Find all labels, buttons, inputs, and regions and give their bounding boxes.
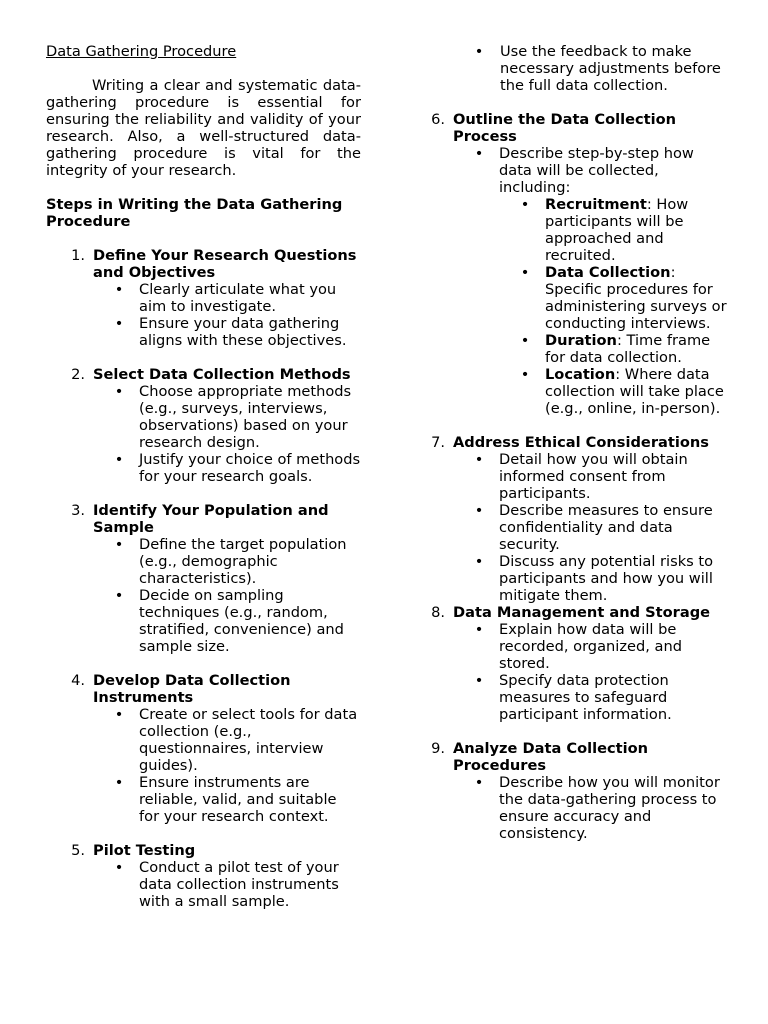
document-title: Data Gathering Procedure bbox=[46, 43, 237, 60]
step-8 bbox=[430, 604, 730, 723]
bullet-icon: • bbox=[474, 774, 484, 791]
bullet-icon: • bbox=[474, 43, 484, 60]
sub-bullet-item bbox=[499, 196, 730, 264]
steps-heading: Steps in Writing the Data Gathering Procedure bbox=[46, 196, 343, 230]
term-label: Location bbox=[545, 366, 616, 383]
sub-bullets bbox=[499, 196, 730, 417]
bullet-item bbox=[93, 859, 361, 910]
step-bullets bbox=[93, 281, 361, 349]
bullet-icon: • bbox=[474, 145, 484, 162]
step-number: 5. bbox=[71, 842, 85, 859]
bullet-item bbox=[93, 281, 361, 315]
bullet-text: Conduct a pilot test of your data collection instruments with a small sample. bbox=[139, 859, 339, 910]
term-label: Duration bbox=[545, 332, 617, 349]
bullet-item bbox=[453, 774, 730, 842]
bullet-text: Ensure instruments are reliable, valid, and suitable for your research context. bbox=[139, 774, 337, 825]
step-1 bbox=[46, 247, 361, 349]
step-bullets bbox=[93, 706, 361, 825]
term-text: : Specific procedures for administering surveys or conducting interviews. bbox=[545, 264, 727, 332]
bullet-item bbox=[453, 553, 730, 604]
bullet-text: Create or select tools for data collection (e.g., questionnaires, interview guides). bbox=[139, 706, 358, 774]
term-label: Data Collection bbox=[545, 264, 671, 281]
step-number: 9. bbox=[431, 740, 445, 757]
bullet-text: Choose appropriate methods (e.g., surveys, interviews, observations) based on your research design. bbox=[139, 383, 352, 451]
bullet-text: Explain how data will be recorded, organized, and stored. bbox=[499, 621, 682, 672]
step-bullets bbox=[93, 859, 361, 910]
step-title: Address Ethical Considerations bbox=[453, 434, 709, 451]
bullet-text: Ensure your data gathering aligns with these objectives. bbox=[139, 315, 347, 349]
intro-paragraph: Writing a clear and systematic data-gathering procedure is essential for ensuring the reliability and validity of your research. Also, a well-structured data-gathering procedure is vital for the integrity of your research. bbox=[46, 77, 361, 179]
step-bullets bbox=[453, 451, 730, 604]
bullet-item bbox=[93, 774, 361, 825]
step-bullets bbox=[453, 774, 730, 842]
step-title: Data Management and Storage bbox=[453, 604, 711, 621]
bullet-text: Discuss any potential risks to participants and how you will mitigate them. bbox=[499, 553, 714, 604]
bullet-icon: • bbox=[114, 383, 124, 400]
step-bullets bbox=[453, 145, 730, 417]
bullet-icon: • bbox=[520, 264, 530, 281]
bullet-item bbox=[93, 536, 361, 587]
bullet-icon: • bbox=[114, 451, 124, 468]
step-bullets bbox=[93, 536, 361, 655]
step-bullets bbox=[93, 383, 361, 485]
bullet-text: Specify data protection measures to safeguard participant information. bbox=[499, 672, 672, 723]
bullet-item bbox=[93, 383, 361, 451]
step-9 bbox=[430, 740, 730, 842]
step-number: 2. bbox=[71, 366, 85, 383]
bullet-text: Clearly articulate what you aim to investigate. bbox=[139, 281, 337, 315]
sub-bullet-item bbox=[499, 264, 730, 332]
bullet-icon: • bbox=[114, 536, 124, 553]
bullet-text: Describe step-by-step how data will be collected, including: bbox=[499, 145, 694, 196]
term-text: : How participants will be approached and recruited. bbox=[545, 196, 689, 264]
bullet-text: Decide on sampling techniques (e.g., random, stratified, convenience) and sample size. bbox=[139, 587, 344, 655]
step-title: Select Data Collection Methods bbox=[93, 366, 351, 383]
step-5-continued bbox=[430, 43, 730, 94]
steps-list-left bbox=[46, 247, 361, 910]
bullet-icon: • bbox=[520, 196, 530, 213]
step-title: Analyze Data Collection Procedures bbox=[453, 740, 649, 774]
right-column bbox=[430, 43, 730, 842]
bullet-text: Use the feedback to make necessary adjustments before the full data collection. bbox=[500, 43, 721, 94]
step-number: 4. bbox=[71, 672, 85, 689]
term-text: : Where data collection will take place (e.g., online, in-person). bbox=[545, 366, 724, 417]
steps-list-right bbox=[430, 43, 730, 842]
step-title: Develop Data Collection Instruments bbox=[93, 672, 291, 706]
left-column bbox=[46, 43, 361, 910]
bullet-item bbox=[453, 451, 730, 502]
bullet-icon: • bbox=[474, 451, 484, 468]
term-text: : Time frame for data collection. bbox=[545, 332, 711, 366]
step-4 bbox=[46, 672, 361, 825]
step-6 bbox=[430, 111, 730, 417]
step-5 bbox=[46, 842, 361, 910]
step-3 bbox=[46, 502, 361, 655]
step-number: 1. bbox=[71, 247, 85, 264]
step-title: Define Your Research Questions and Objectives bbox=[93, 247, 357, 281]
bullet-icon: • bbox=[114, 774, 124, 791]
bullet-icon: • bbox=[520, 366, 530, 383]
step-number: 3. bbox=[71, 502, 85, 519]
step-title: Outline the Data Collection Process bbox=[453, 111, 677, 145]
step-bullets bbox=[453, 621, 730, 723]
bullet-text: Justify your choice of methods for your research goals. bbox=[139, 451, 361, 485]
term-label: Recruitment bbox=[545, 196, 647, 213]
step-title: Pilot Testing bbox=[93, 842, 196, 859]
step-number: 7. bbox=[431, 434, 445, 451]
bullet-item bbox=[453, 672, 730, 723]
bullet-icon: • bbox=[114, 315, 124, 332]
step-title: Identify Your Population and Sample bbox=[93, 502, 329, 536]
bullet-icon: • bbox=[114, 281, 124, 298]
bullet-text: Detail how you will obtain informed consent from participants. bbox=[499, 451, 688, 502]
step-number: 6. bbox=[431, 111, 445, 128]
bullet-item bbox=[453, 621, 730, 672]
bullet-item bbox=[453, 502, 730, 553]
bullet-text: Describe how you will monitor the data-gathering process to ensure accuracy and consistency. bbox=[499, 774, 720, 842]
bullet-text: Define the target population (e.g., demographic characteristics). bbox=[139, 536, 347, 587]
bullet-icon: • bbox=[114, 859, 124, 876]
bullet-item bbox=[430, 43, 730, 94]
bullet-text: Describe measures to ensure confidentiality and data security. bbox=[499, 502, 713, 553]
bullet-icon: • bbox=[520, 332, 530, 349]
bullet-icon: • bbox=[474, 553, 484, 570]
step-bullets bbox=[474, 43, 730, 94]
step-number: 8. bbox=[431, 604, 445, 621]
bullet-item bbox=[93, 451, 361, 485]
bullet-icon: • bbox=[474, 672, 484, 689]
bullet-icon: • bbox=[114, 706, 124, 723]
step-7 bbox=[430, 434, 730, 604]
bullet-icon: • bbox=[474, 621, 484, 638]
bullet-icon: • bbox=[114, 587, 124, 604]
sub-bullet-item bbox=[499, 332, 730, 366]
bullet-icon: • bbox=[474, 502, 484, 519]
bullet-item bbox=[453, 145, 730, 417]
step-2 bbox=[46, 366, 361, 485]
bullet-item bbox=[93, 587, 361, 655]
bullet-item bbox=[93, 706, 361, 774]
bullet-item bbox=[93, 315, 361, 349]
sub-bullet-item bbox=[499, 366, 730, 417]
